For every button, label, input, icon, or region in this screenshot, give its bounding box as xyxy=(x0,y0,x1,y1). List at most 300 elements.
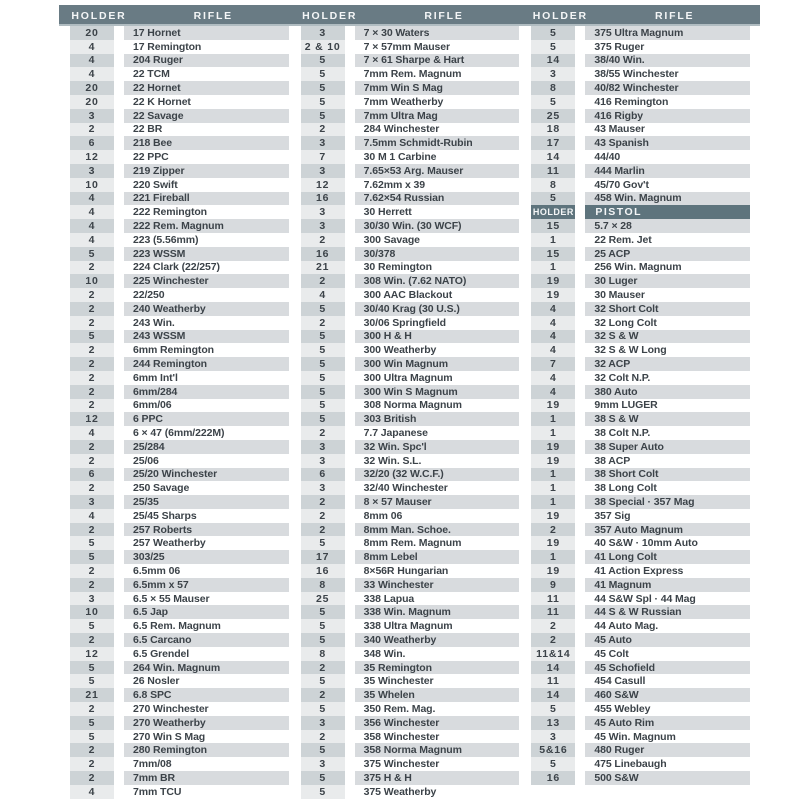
holder-cell: 2 xyxy=(70,440,114,454)
cartridge-cell: 270 Weatherby xyxy=(124,716,289,730)
cartridge-cell: 455 Webley xyxy=(594,702,651,715)
cartridge-cell: 30 Mauser xyxy=(594,289,645,302)
holder-cell: 19 xyxy=(531,564,575,578)
cartridge-cell: 22 Hornet xyxy=(124,81,289,95)
cartridge-cell: 6.8 SPC xyxy=(124,688,289,702)
table-row xyxy=(301,81,520,95)
cartridge-cell: 6.5 Grendel xyxy=(133,647,190,660)
holder-cell: 1 xyxy=(531,550,575,564)
table-row xyxy=(301,523,520,537)
cartridge-cell: 25/35 xyxy=(124,495,289,509)
holder-cell: 12 xyxy=(70,150,114,164)
holder-cell: 3 xyxy=(301,164,345,178)
cartridge-cell: 240 Weatherby xyxy=(124,302,289,316)
pistol-subheader-row xyxy=(531,205,750,219)
table-row xyxy=(301,412,520,426)
table-row xyxy=(301,150,520,164)
cartridge-cell: 7mm Ultra Mag xyxy=(355,109,520,123)
holder-cell: 2 xyxy=(70,288,114,302)
holder-cell: 19 xyxy=(531,536,575,550)
table-row xyxy=(531,136,750,150)
cartridge-cell: 38 ACP xyxy=(594,454,631,467)
cartridge-cell: 6mm/06 xyxy=(133,399,172,412)
table-row xyxy=(531,578,750,592)
table-row xyxy=(301,495,520,509)
pistol-column-header: PISTOL xyxy=(585,205,750,219)
holder-cell: 6 xyxy=(70,136,114,150)
table-row xyxy=(70,495,289,509)
table-row xyxy=(70,633,289,647)
table-row xyxy=(70,536,289,550)
cartridge-cell: 17 Hornet xyxy=(124,26,289,40)
holder-cell: 3 xyxy=(301,716,345,730)
holder-cell: 2 xyxy=(70,702,114,716)
holder-cell: 7 xyxy=(531,357,575,371)
table-row xyxy=(531,716,750,730)
table-row xyxy=(531,357,750,371)
cartridge-cell: 32 Short Colt xyxy=(585,302,750,316)
cartridge-cell: 44/40 xyxy=(594,151,621,164)
table-row xyxy=(531,743,750,757)
table-row xyxy=(301,95,520,109)
table-row xyxy=(531,633,750,647)
table-row xyxy=(531,67,750,81)
table-row xyxy=(301,302,520,316)
holder-cell: 19 xyxy=(531,440,575,454)
table-row xyxy=(70,205,289,219)
holder-cell: 2 xyxy=(301,661,345,675)
cartridge-cell: 22 K Hornet xyxy=(133,95,191,108)
cartridge-cell: 358 Norma Magnum xyxy=(355,743,520,757)
holder-cell: 3 xyxy=(70,109,114,123)
table-row xyxy=(301,357,520,371)
holder-cell: 5 xyxy=(301,54,345,68)
holder-cell: 5 xyxy=(70,661,114,675)
holder-cell: 2 xyxy=(70,757,114,771)
holder-cell: 1 xyxy=(531,481,575,495)
table-row xyxy=(70,109,289,123)
holder-cell: 2 xyxy=(531,633,575,647)
table-row xyxy=(70,247,289,261)
cartridge-cell: 244 Remington xyxy=(124,357,289,371)
table-row xyxy=(70,757,289,771)
table-row xyxy=(70,674,289,688)
table-row xyxy=(531,261,750,275)
table-row xyxy=(70,54,289,68)
cartridge-cell: 5.7 × 28 xyxy=(585,219,750,233)
table-row xyxy=(301,716,520,730)
holder-cell: 25 xyxy=(531,109,575,123)
holder-cell: 20 xyxy=(70,26,114,40)
table-row xyxy=(70,509,289,523)
table-row xyxy=(531,509,750,523)
holder-cell: 7 xyxy=(301,150,345,164)
cartridge-cell: 32 Win. Spc'l xyxy=(355,440,520,454)
holder-cell: 18 xyxy=(531,123,575,137)
cartridge-cell: 250 Savage xyxy=(133,482,190,495)
column-group-3 xyxy=(531,5,750,799)
holder-cell: 15 xyxy=(531,247,575,261)
table-row xyxy=(531,316,750,330)
holder-cell: 2 xyxy=(70,564,114,578)
table-row xyxy=(531,385,750,399)
table-row xyxy=(70,316,289,330)
cartridge-cell: 7.62mm x 39 xyxy=(363,178,426,191)
cartridge-cell: 22 TCM xyxy=(133,68,170,81)
cartridge-cell: 303 British xyxy=(355,412,520,426)
holder-cell: 4 xyxy=(531,343,575,357)
holder-cell: 3 xyxy=(70,592,114,606)
holder-cell: 2 xyxy=(301,426,345,440)
holder-cell: 16 xyxy=(301,192,345,206)
table-row xyxy=(531,81,750,95)
cartridge-cell: 7mm BR xyxy=(124,771,289,785)
holder-cell: 8 xyxy=(301,578,345,592)
table-row xyxy=(301,136,520,150)
table-row xyxy=(301,743,520,757)
cartridge-cell: 7mm TCU xyxy=(133,785,182,798)
cartridge-cell: 460 S&W xyxy=(585,688,750,702)
holder-cell: 5 xyxy=(301,785,345,799)
holder-cell: 10 xyxy=(70,178,114,192)
holder-cell: 5 xyxy=(301,399,345,413)
holder-cell: 12 xyxy=(301,178,345,192)
cartridge-cell: 32/20 (32 W.C.F.) xyxy=(355,468,520,482)
table-row xyxy=(531,412,750,426)
cartridge-cell: 223 (5.56mm) xyxy=(133,233,199,246)
cartridge-cell: 30/06 Springfield xyxy=(363,316,446,329)
cartridge-cell: 6 PPC xyxy=(124,412,289,426)
holder-cell: 3 xyxy=(70,164,114,178)
cartridge-cell: 6.5mm 06 xyxy=(133,564,181,577)
holder-cell: 1 xyxy=(531,233,575,247)
table-row xyxy=(70,647,289,661)
cartridge-cell: 357 Auto Magnum xyxy=(585,523,750,537)
holder-cell: 2 xyxy=(70,371,114,385)
table-row xyxy=(301,592,520,606)
table-row xyxy=(531,288,750,302)
cartridge-cell: 41 Action Express xyxy=(594,564,684,577)
cartridge-cell: 375 Ruger xyxy=(594,40,645,53)
holder-cell: 19 xyxy=(531,509,575,523)
holder-cell: 5 xyxy=(301,343,345,357)
holder-cell: 20 xyxy=(70,81,114,95)
table-row xyxy=(531,468,750,482)
holder-cell: 16 xyxy=(531,771,575,785)
table-row xyxy=(301,192,520,206)
table-row xyxy=(301,164,520,178)
table-row xyxy=(70,178,289,192)
cartridge-cell: 41 Long Colt xyxy=(585,550,750,564)
holder-cell: 8 xyxy=(301,647,345,661)
cartridge-cell: 222 Rem. Magnum xyxy=(124,219,289,233)
table-row xyxy=(301,509,520,523)
holder-cell: 6 xyxy=(301,468,345,482)
cartridge-cell: 17 Remington xyxy=(133,40,202,53)
holder-cell: 4 xyxy=(70,219,114,233)
table-row xyxy=(301,454,520,468)
cartridge-cell: 338 Lapua xyxy=(363,592,415,605)
cartridge-cell: 6mm Remington xyxy=(133,344,214,357)
holder-cell: 13 xyxy=(531,716,575,730)
table-row xyxy=(70,136,289,150)
table-row xyxy=(70,440,289,454)
holder-cell: 2 xyxy=(301,316,345,330)
table-row xyxy=(301,399,520,413)
cartridge-cell: 45 Win. Magnum xyxy=(594,730,676,743)
holder-cell: 2 xyxy=(70,261,114,275)
cartridge-cell: 7.7 Japanese xyxy=(363,427,428,439)
cartridge-cell: 26 Nosler xyxy=(133,675,180,688)
holder-cell: 2 xyxy=(70,357,114,371)
holder-column-header: HOLDER xyxy=(302,9,358,22)
holder-cell: 3 xyxy=(301,481,345,495)
table-row xyxy=(70,702,289,716)
cartridge-cell: 6.5mm x 57 xyxy=(124,578,289,592)
table-row xyxy=(531,619,750,633)
table-row xyxy=(70,426,289,440)
table-row xyxy=(531,54,750,68)
table-columns xyxy=(70,5,750,799)
holder-cell: 5 xyxy=(301,81,345,95)
holder-cell: 2 xyxy=(70,633,114,647)
table-row xyxy=(301,288,520,302)
holder-cell: 5 xyxy=(70,330,114,344)
cartridge-cell: 300 Win Magnum xyxy=(355,357,520,371)
table-row xyxy=(70,412,289,426)
table-row xyxy=(70,454,289,468)
cartridge-cell: 32/40 Winchester xyxy=(363,482,448,495)
table-row xyxy=(531,233,750,247)
table-row xyxy=(531,771,750,785)
column-group-1 xyxy=(70,5,289,799)
cartridge-cell: 45 Auto xyxy=(585,633,750,647)
holder-cell: 5 xyxy=(301,702,345,716)
holder-cell: 2 xyxy=(70,399,114,413)
table-row xyxy=(301,757,520,771)
cartridge-cell: 40/82 Winchester xyxy=(585,81,750,95)
holder-cell: 4 xyxy=(70,785,114,799)
table-row xyxy=(70,95,289,109)
cartridge-cell: 32 Colt N.P. xyxy=(594,371,651,384)
cartridge-cell: 45/70 Gov't xyxy=(594,178,649,191)
cartridge-cell: 45 Schofield xyxy=(585,661,750,675)
table-row xyxy=(301,219,520,233)
table-row xyxy=(301,550,520,564)
cartridge-cell: 35 Winchester xyxy=(363,675,434,688)
table-row xyxy=(301,205,520,219)
holder-cell: 2 xyxy=(70,454,114,468)
table-row xyxy=(301,647,520,661)
cartridge-cell: 22 PPC xyxy=(133,151,169,164)
holder-cell: 14 xyxy=(531,150,575,164)
rifle-column-header: RIFLE xyxy=(655,9,695,22)
holder-cell: 5 xyxy=(70,550,114,564)
cartridge-cell: 308 Win. (7.62 NATO) xyxy=(355,274,520,288)
table-row xyxy=(531,536,750,550)
column-header-row xyxy=(70,5,289,26)
holder-cell: 4 xyxy=(531,385,575,399)
cartridge-cell: 256 Win. Magnum xyxy=(594,261,682,274)
cartridge-cell: 222 Remington xyxy=(133,206,207,219)
cartridge-cell: 8×56R Hungarian xyxy=(363,564,449,577)
cartridge-cell: 500 S&W xyxy=(585,771,750,785)
cartridge-cell: 45 Colt xyxy=(594,647,629,660)
cartridge-cell: 8mm 06 xyxy=(363,509,403,522)
table-row xyxy=(531,605,750,619)
holder-cell: 14 xyxy=(531,661,575,675)
holder-cell: 11 xyxy=(531,164,575,178)
holder-cell: 25 xyxy=(301,592,345,606)
holder-cell: 5 xyxy=(301,330,345,344)
table-row xyxy=(301,274,520,288)
cartridge-cell: 32 ACP xyxy=(585,357,750,371)
holder-cell: 2 xyxy=(70,343,114,357)
holder-cell: 2 xyxy=(70,523,114,537)
table-row xyxy=(70,592,289,606)
table-row xyxy=(301,54,520,68)
holder-cell: 11 xyxy=(531,592,575,606)
table-row xyxy=(70,371,289,385)
cartridge-cell: 6 × 47 (6mm/222M) xyxy=(133,427,225,439)
table-row xyxy=(70,357,289,371)
holder-cell: 16 xyxy=(301,247,345,261)
table-row xyxy=(70,330,289,344)
holder-cell: 19 xyxy=(531,274,575,288)
table-row xyxy=(531,730,750,744)
holder-cell: 3 xyxy=(301,26,345,40)
holder-cell: 2 xyxy=(531,523,575,537)
table-row xyxy=(70,302,289,316)
table-row xyxy=(70,605,289,619)
table-row xyxy=(301,316,520,330)
holder-cell: 5 xyxy=(301,67,345,81)
cartridge-cell: 7 × 61 Sharpe & Hart xyxy=(355,54,520,68)
holder-cell: 2 xyxy=(301,495,345,509)
cartridge-cell: 30 Herrett xyxy=(363,206,412,219)
table-row xyxy=(70,288,289,302)
holder-cell: 5 xyxy=(70,674,114,688)
cartridge-cell: 480 Ruger xyxy=(585,743,750,757)
table-row xyxy=(301,330,520,344)
cartridge-cell: 7.62×54 Russian xyxy=(355,192,520,206)
cartridge-cell: 30 Remington xyxy=(363,261,432,274)
holder-cell: 12 xyxy=(70,647,114,661)
cartridge-cell: 6.5 Jap xyxy=(124,605,289,619)
holder-cell: 5 xyxy=(301,357,345,371)
holder-cell: 3 xyxy=(301,440,345,454)
holder-cell: 12 xyxy=(70,412,114,426)
cartridge-cell: 7mm Rem. Magnum xyxy=(363,68,462,81)
cartridge-cell: 204 Ruger xyxy=(124,54,289,68)
table-row xyxy=(70,150,289,164)
holder-cell: 3 xyxy=(301,757,345,771)
cartridge-cell: 35 Whelen xyxy=(355,688,520,702)
holder-cell: 21 xyxy=(301,261,345,275)
table-row xyxy=(301,440,520,454)
holder-cell: 4 xyxy=(70,54,114,68)
holder-cell: 4 xyxy=(531,316,575,330)
cartridge-cell: 30 Luger xyxy=(585,274,750,288)
cartridge-cell: 300 Win S Magnum xyxy=(355,385,520,399)
cartridge-cell: 270 Win S Mag xyxy=(133,730,206,743)
cartridge-cell: 44 S & W Russian xyxy=(585,605,750,619)
cartridge-cell: 22 Rem. Jet xyxy=(594,233,652,246)
cartridge-cell: 257 Roberts xyxy=(124,523,289,537)
table-row xyxy=(70,192,289,206)
holder-cell: 5 xyxy=(70,730,114,744)
holder-cell: 10 xyxy=(70,274,114,288)
cartridge-cell: 300 Savage xyxy=(363,233,420,246)
cartridge-cell: 8mm Rem. Magnum xyxy=(363,537,462,550)
cartridge-cell: 30/40 Krag (30 U.S.) xyxy=(355,302,520,316)
cartridge-cell: 40 S&W · 10mm Auto xyxy=(594,537,698,550)
holder-cell: 4 xyxy=(70,233,114,247)
holder-cell: 2 xyxy=(301,123,345,137)
holder-cell: 2 xyxy=(70,385,114,399)
holder-cell: 5 xyxy=(301,536,345,550)
cartridge-cell: 300 H & H xyxy=(355,330,520,344)
holder-cell: 2 & 10 xyxy=(301,40,345,54)
cartridge-cell: 38 Special · 357 Mag xyxy=(585,495,750,509)
cartridge-cell: 375 Weatherby xyxy=(363,785,437,798)
table-row xyxy=(301,67,520,81)
table-row xyxy=(301,730,520,744)
holder-cell: 4 xyxy=(70,192,114,206)
table-row xyxy=(531,40,750,54)
cartridge-cell: 43 Spanish xyxy=(585,136,750,150)
holder-cell: 5 xyxy=(301,743,345,757)
cartridge-cell: 308 Norma Magnum xyxy=(363,399,462,412)
holder-cell: 5 xyxy=(70,716,114,730)
cartridge-cell: 7.65×53 Arg. Mauser xyxy=(355,164,520,178)
cartridge-cell: 270 Winchester xyxy=(133,702,209,715)
table-row xyxy=(70,274,289,288)
table-row xyxy=(301,605,520,619)
holder-cell: 8 xyxy=(531,81,575,95)
cartridge-cell: 7mm Weatherby xyxy=(363,95,444,108)
cartridge-cell: 223 WSSM xyxy=(124,247,289,261)
table-row xyxy=(531,178,750,192)
table-row xyxy=(70,716,289,730)
table-row xyxy=(70,523,289,537)
cartridge-cell: 280 Remington xyxy=(124,743,289,757)
holder-column-header: HOLDER xyxy=(532,207,574,218)
table-row xyxy=(301,688,520,702)
cartridge-cell: 43 Mauser xyxy=(594,123,645,136)
cartridge-cell: 38/40 Win. xyxy=(585,54,750,68)
table-row xyxy=(70,550,289,564)
holder-cell: 3 xyxy=(531,730,575,744)
cartridge-cell: 338 Ultra Magnum xyxy=(363,620,453,633)
table-row xyxy=(70,578,289,592)
holder-cell: 4 xyxy=(301,288,345,302)
cartridge-cell: 221 Fireball xyxy=(124,192,289,206)
table-row xyxy=(70,564,289,578)
table-row xyxy=(301,536,520,550)
holder-cell: 2 xyxy=(70,302,114,316)
holder-cell: 14 xyxy=(531,688,575,702)
cartridge-cell: 32 Long Colt xyxy=(594,316,657,329)
holder-cell: 4 xyxy=(531,302,575,316)
holder-cell: 17 xyxy=(301,550,345,564)
table-row xyxy=(531,371,750,385)
cartridge-cell: 224 Clark (22/257) xyxy=(133,261,220,274)
table-row xyxy=(301,40,520,54)
table-row xyxy=(70,661,289,675)
table-row xyxy=(531,343,750,357)
holder-cell: 5 xyxy=(301,633,345,647)
